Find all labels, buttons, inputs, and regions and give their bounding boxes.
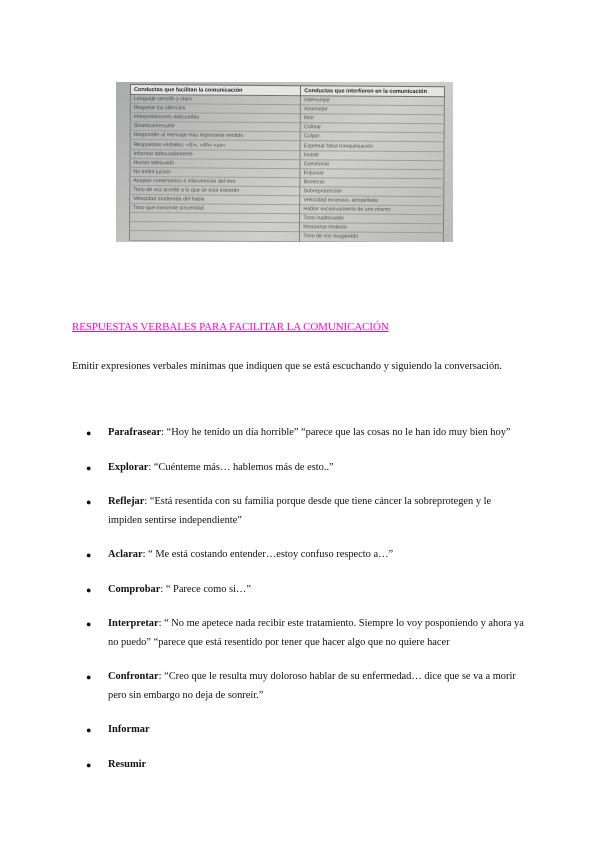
- table-cell-facilitate: Responder al mensaje más importante emitido: [130, 131, 300, 141]
- table-cell-facilitate: Tono de voz acorde a lo que se está tratando: [130, 185, 300, 195]
- list-item-term: Confrontar: [108, 671, 159, 682]
- table-cell-interfere: Cuestionar: [300, 159, 444, 169]
- list-item-term: Resumir: [108, 758, 147, 770]
- bullet-icon: ●: [86, 619, 92, 629]
- table-cell-facilitate: Informar adecuadamente: [130, 149, 300, 159]
- bullet-icon: ●: [86, 428, 92, 438]
- table-cell-facilitate: Interpretaciones adecuadas: [130, 113, 300, 123]
- table-cell-interfere: Sobreprotección: [300, 187, 444, 197]
- list-item: [86, 756, 526, 775]
- table-cell-facilitate: No emitir juicios: [130, 167, 300, 177]
- list-item-term: Comprobar: [108, 583, 161, 595]
- table-cell-interfere: Mostrarse molesto: [300, 223, 444, 233]
- list-item: [86, 581, 526, 600]
- bullet-icon: ●: [86, 759, 92, 770]
- table-cell-interfere: Tono inadecuado: [300, 214, 444, 224]
- intro-paragraph: Emitir expresiones verbales mínimas que indiquen que se está escuchando y siguiendo la conversación.: [72, 361, 502, 372]
- table-cell-interfere: Tono de voz exagerado: [300, 232, 444, 242]
- table-row: [129, 231, 443, 242]
- bullet-icon: ●: [86, 672, 92, 682]
- bullet-icon: ●: [86, 584, 92, 595]
- table-cell-interfere: Expresar falsa tranquilización: [300, 141, 444, 151]
- list-item: [86, 424, 526, 443]
- list-item: [86, 615, 526, 652]
- bullet-icon: ●: [86, 550, 92, 560]
- table-cell-interfere: Interrumpir: [301, 96, 445, 106]
- table-cell-interfere: Enjuiciar: [300, 168, 444, 178]
- verbal-responses-list: [86, 424, 526, 790]
- section-heading: RESPUESTAS VERBALES PARA FACILITAR LA COMUNICACIÓN: [72, 321, 389, 333]
- list-item: [86, 546, 526, 565]
- list-item: [86, 668, 526, 705]
- list-item-text: : “Creo que le resulta muy doloroso hablar de su enfermedad… dice que se va a morir pero sin embargo no deja de sonreír.”: [108, 671, 516, 701]
- bullet-icon: ●: [86, 462, 92, 473]
- table-cell-interfere: Culpar: [300, 132, 444, 142]
- list-item-text: : “ Parece como si…”: [160, 583, 251, 595]
- table-cell-interfere: Calmar: [300, 123, 444, 133]
- table-cell-facilitate: Tono que transmite sinceridad: [130, 204, 300, 214]
- list-item-term: Informar: [108, 724, 150, 735]
- table-cell-interfere: Hablar excesivamente de uno mismo: [300, 205, 444, 215]
- list-item-text: : “Está resentida con su familia porque desde que tiene cáncer la sobreprotegen y le impiden sentirse independiente”: [108, 496, 492, 526]
- list-item-term: Interpretar: [108, 618, 159, 629]
- bullet-icon: ●: [86, 497, 92, 507]
- list-item-text: : “ No me apetece nada recibir este tratamiento. Siempre lo voy posponiendo y ahora ya no puedo” “parece que está resentido por tener que hacer algo que no quiere hacer: [108, 618, 524, 648]
- table-cell-facilitate: Lenguaje sencillo y claro: [130, 95, 300, 105]
- table-cell-facilitate: Humor adecuado: [130, 158, 300, 168]
- list-item-text: : “Hoy he tenido un día horrible” “parece que las cosas no le han ido muy bien hoy”: [161, 427, 511, 438]
- list-item: [86, 459, 526, 478]
- table-body: [129, 95, 444, 242]
- list-item-text: : “ Me está costando entender…estoy confuso respecto a…”: [142, 549, 394, 560]
- table-cell-interfere: Velocidad excesiva, atropellada: [300, 196, 444, 206]
- table-cell-facilitate: Respetar los silencios: [130, 104, 300, 114]
- bullet-icon: ●: [86, 725, 92, 735]
- table-cell-facilitate: Aceptar comentarios e intervención del otro: [130, 176, 300, 186]
- list-item-term: Aclarar: [108, 549, 143, 560]
- table-header-facilitate: Conductas que facilitan la comunicación: [130, 85, 300, 96]
- list-item: [86, 721, 526, 740]
- table-cell-facilitate: [129, 231, 299, 241]
- table-photo: [116, 82, 453, 242]
- table-cell-interfere: Insistir: [300, 150, 444, 160]
- table-cell-interfere: Aconsejar: [301, 105, 445, 115]
- communication-behaviors-table: [129, 84, 445, 242]
- list-item-term: Parafrasear: [108, 427, 162, 438]
- list-item: [86, 493, 526, 530]
- table-cell-facilitate: Velocidad moderada del habla: [130, 195, 300, 205]
- list-item-text: : “Cuénteme más… hablemos más de esto..”: [148, 461, 334, 473]
- table-cell-facilitate: Sintetizar/resumir: [130, 122, 300, 132]
- table-cell-interfere: Reír: [300, 114, 444, 124]
- table-cell-interfere: Bostezar: [300, 178, 444, 188]
- list-item-term: Reflejar: [108, 496, 145, 507]
- table-cell-facilitate: Respuestas verbales: «Sí», «Ah» «ya»: [130, 140, 300, 150]
- list-item-term: Explorar: [108, 461, 149, 473]
- table-header-interfere: Conductas que interfieren en la comunicación: [301, 86, 445, 97]
